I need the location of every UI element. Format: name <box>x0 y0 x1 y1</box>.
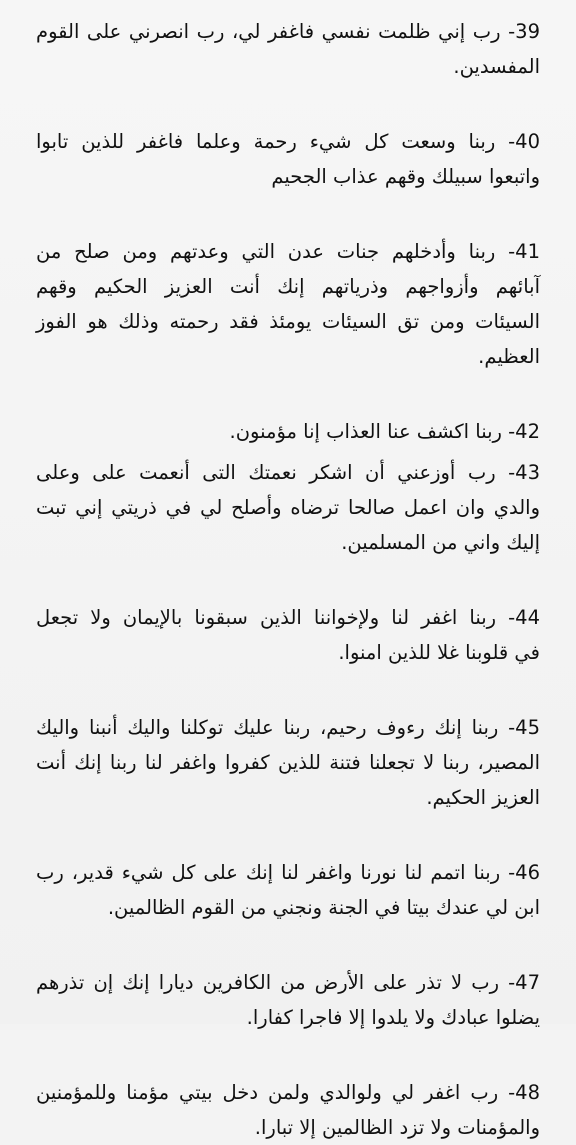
text-line: 39- رب إني ظلمت نفسي فاغفر لي، رب انصرني على القوم <box>36 20 540 43</box>
dua-47 <box>36 965 540 1035</box>
text-line: العزيز الحكيم. <box>426 786 540 809</box>
text-line: السيئات ومن تق السيئات يومئذ فقد رحمته وذلك هو الفوز <box>36 310 540 333</box>
text-line: 40- ربنا وسعت كل شيء رحمة وعلما فاغفر للذين تابوا <box>36 130 540 153</box>
text-line: المفسدين. <box>453 55 540 78</box>
text-line: والمؤمنات ولا تزد الظالمين إلا تبارا. <box>254 1116 540 1139</box>
text-line: 47- رب لا تذر على الأرض من الكافرين ديارا إنك إن تذرهم <box>36 971 540 994</box>
text-line: 48- رب اغفر لي ولوالدي ولمن دخل بيتي مؤمنا وللمؤمنين <box>36 1081 540 1104</box>
dua-42 <box>36 414 540 449</box>
text-line: يضلوا عبادك ولا يلدوا إلا فاجرا كفارا. <box>246 1006 540 1029</box>
dua-43 <box>36 455 540 560</box>
text-line: 45- ربنا إنك رءوف رحيم، ربنا عليك توكلنا واليك أنبنا واليك <box>36 716 540 739</box>
text-line: 42- ربنا اكشف عنا العذاب إنا مؤمنون. <box>229 420 540 443</box>
dua-41 <box>36 234 540 374</box>
text-line: آبائهم وأزواجهم وذرياتهم إنك أنت العزيز الحكيم وقهم <box>36 275 540 298</box>
dua-48 <box>36 1075 540 1145</box>
dua-40 <box>36 124 540 194</box>
text-line: في قلوبنا غلا للذين امنوا. <box>338 641 540 664</box>
dua-46 <box>36 855 540 925</box>
text-line: 44- ربنا اغفر لنا ولإخواننا الذين سبقونا بالإيمان ولا تجعل <box>36 606 540 629</box>
text-line: والدي وان اعمل صالحا ترضاه وأصلح لي في ذريتي إني تبت <box>36 496 540 519</box>
text-line: العظيم. <box>478 345 540 368</box>
text-line: 41- ربنا وأدخلهم جنات عدن التي وعدتهم ومن صلح من <box>36 240 540 263</box>
text-line: المصير، ربنا لا تجعلنا فتنة للذين كفروا واغفر لنا ربنا إنك أنت <box>36 751 540 774</box>
text-line: واتبعوا سبيلك وقهم عذاب الجحيم <box>271 165 540 188</box>
text-line: إليك واني من المسلمين. <box>341 531 540 554</box>
text-line: 46- ربنا اتمم لنا نورنا واغفر لنا إنك على كل شيء قدير، رب <box>36 861 540 884</box>
text-line: ابن لي عندك بيتا في الجنة ونجني من القوم الظالمين. <box>107 896 540 919</box>
dua-45 <box>36 710 540 815</box>
dua-44 <box>36 600 540 670</box>
text-line: 43- رب أوزعني أن اشكر نعمتك التى أنعمت على وعلى <box>36 461 540 484</box>
dua-39 <box>36 14 540 84</box>
